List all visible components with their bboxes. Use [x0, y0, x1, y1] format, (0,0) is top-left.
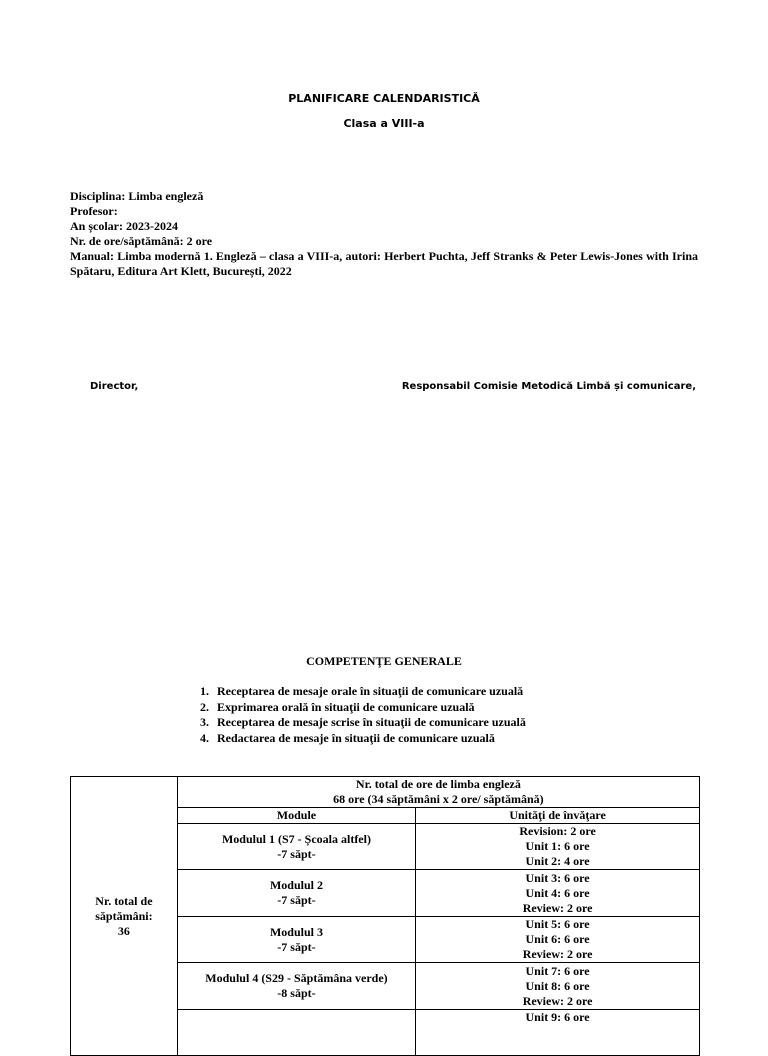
table-header-total-hours: Nr. total de ore de limba engleză 68 ore (34 săptămâni x 2 ore/ săptămână) — [177, 777, 699, 808]
list-item: 4. Redactarea de mesaje în situaţii de comunicare uzuală — [200, 730, 495, 745]
meta-profesor: Profesor: — [70, 204, 118, 218]
meta-an-scolar: An școlar: 2023-2024 — [70, 219, 178, 233]
competente-list — [200, 684, 526, 746]
column-header-units: Unităţi de învăţare — [416, 808, 700, 824]
list-item: 2. Exprimarea orală în situaţii de comunicare uzuală — [200, 699, 475, 714]
document-meta — [70, 189, 698, 279]
module-cell: Modulul 1 (S7 - Școala altfel) -7 săpt- — [177, 824, 415, 870]
document-title: PLANIFICARE CALENDARISTICĂ — [288, 92, 480, 105]
meta-disciplina: Disciplina: Limba engleză — [70, 189, 204, 203]
list-item: 3. Receptarea de mesaje scrise în situaţii de comunicare uzuală — [200, 715, 526, 729]
module-cell: Modulul 3 -7 săpt- — [177, 917, 415, 963]
module-cell: Modulul 4 (S29 - Săptămâna verde) -8 săpt- — [177, 963, 415, 1010]
module-cell: Modulul 2 -7 săpt- — [177, 870, 415, 917]
signature-responsabil: Responsabil Comisie Metodică Limbă și comunicare, — [401, 381, 696, 392]
units-cell: Revision: 2 ore Unit 1: 6 ore Unit 2: 4 ore — [416, 824, 700, 870]
list-item: 1. Receptarea de mesaje orale în situaţii de comunicare uzuală — [200, 684, 524, 698]
meta-manual: Manual: Limba modernă 1. Engleză – clasa a VIII-a, autori: Herbert Puchta, Jeff Stranks & Peter Lewis-Jones with Irina Spătaru, Editura Art Klett, București, 2022 — [70, 249, 698, 278]
units-cell: Unit 3: 6 ore Unit 4: 6 ore Review: 2 ore — [416, 870, 700, 917]
total-weeks-cell: Nr. total de săptămâni: 36 — [71, 777, 178, 1056]
meta-nr-ore: Nr. de ore/săptămână: 2 ore — [70, 234, 213, 248]
column-header-module: Module — [177, 808, 415, 824]
document-subtitle: Clasa a VIII-a — [343, 117, 425, 130]
units-cell: Unit 7: 6 ore Unit 8: 6 ore Review: 2 ore — [416, 963, 700, 1010]
module-cell — [177, 1010, 415, 1056]
planning-table — [70, 776, 700, 1056]
units-cell: Unit 5: 6 ore Unit 6: 6 ore Review: 2 ore — [416, 917, 700, 963]
signature-director: Director, — [90, 381, 139, 392]
units-cell: Unit 9: 6 ore — [416, 1010, 700, 1056]
competente-title: COMPETENŢE GENERALE — [306, 654, 462, 668]
